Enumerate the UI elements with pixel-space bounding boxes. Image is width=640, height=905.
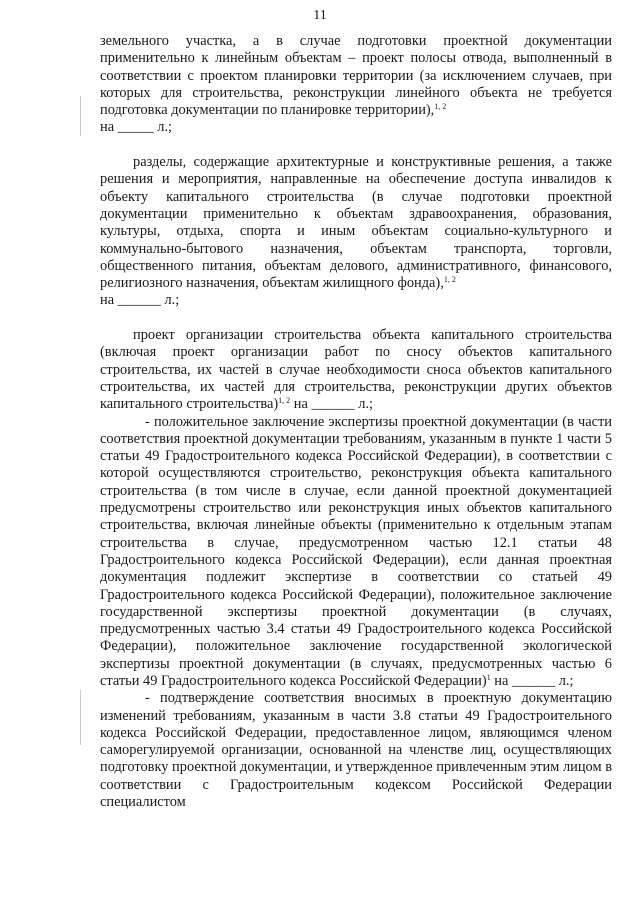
paragraph-text: разделы, содержащие архитектурные и конструктивные решения, а также решения и мероприятия, направленные на обеспечение доступа инвалидов к объекту капитального строительства (в случае подготовки проектной документации применительно к объектам здравоохранения, образования, культуры, отдыха, спорта и иным объектам социально-культурного и коммунально-бытового назначения, объектам транспорта, торговли, общественного питания, объектам делового, административного, финансового, религиозного назначения, объектам жилищного фонда), (100, 154, 612, 292)
margin-rule (80, 690, 81, 745)
paragraph-compliance-confirmation (100, 690, 612, 811)
paragraph-land-plot (100, 33, 612, 137)
document-body (100, 33, 612, 811)
footnote-ref: 1, 2 (443, 275, 456, 285)
paragraph-text: - положительное заключение экспертизы проектной документации (в части соответствия проектной документации требованиям, указанным в пункте 1 части 5 статьи 49 Градостроительного кодекса Российской Федерации), в соответствии с которой осуществляются строительство, реконструкция объекта капитального строительства (в том числе в случае, если данной проектной документацией предусмотрены строительство или реконструкция иных объектов капитального строительства, включая линейные объекты (применительно к отдельным этапам строительства в случае, предусмотренном частью 12.1 статьи 48 Градостроительного кодекса Российской Федерации), если данная проектная документация подлежит экспертизе в соответствии со статьей 49 Градостроительного кодекса Российской Федерации), положительное заключение государственной экспертизы проектной документации (в случаях, предусмотренных частью 3.4 статьи 49 Градостроительного кодекса Российской Федерации), положительное заключение государственной экологической экспертизы проектной документации (в случаях, предусмотренных частью 6 статьи 49 Градостроительного кодекса Российской Федерации) (100, 413, 612, 689)
sheet-count: на _____ л.; (100, 119, 173, 136)
paragraph-text: - подтверждение соответствия вносимых в проектную документацию изменений требованиям, указанным в части 3.8 статьи 49 Градостроительного кодекса Российской Федерации, предоставленное лицом, являющимся членом саморегулируемой организации, основанной на членстве лиц, осуществляющих подготовку проектной документации, и утвержденное привлеченным этим лицом в соответствии с Градостроительным кодексом Российской Федерации специалистом (100, 690, 612, 811)
footnote-ref: 1, 2 (278, 396, 291, 406)
sheet-count: на ______ л.; (490, 672, 574, 689)
footnote-ref: 1 (486, 672, 491, 682)
sheet-count: на ______ л.; (100, 292, 180, 309)
paragraph-text: проект организации строительства объекта капитального строительства (включая проект организации работ по сносу объектов капитального строительства, их частей в случае необходимости сноса объектов капитального строительства, их частей для строительства, реконструкции других объектов капитального строительства) (100, 327, 612, 413)
margin-rule (80, 96, 81, 136)
page-number: 11 (313, 8, 327, 23)
sheet-count: на ______ л.; (290, 396, 373, 413)
footnote-ref: 1, 2 (434, 102, 447, 112)
paragraph-construction-project (100, 327, 612, 413)
paragraph-text: земельного участка, а в случае подготовки проектной документации применительно к линейным объектам – проект полосы отвода, выполненный в соответствии с проектом планировки территории (за исключением случаев, при которых для строительства, реконструкции линейного объекта не требуется подготовка документации по планировке территории), (100, 33, 612, 119)
paragraph-expertise-conclusion (100, 414, 612, 691)
paragraph-architectural-sections (100, 154, 612, 310)
